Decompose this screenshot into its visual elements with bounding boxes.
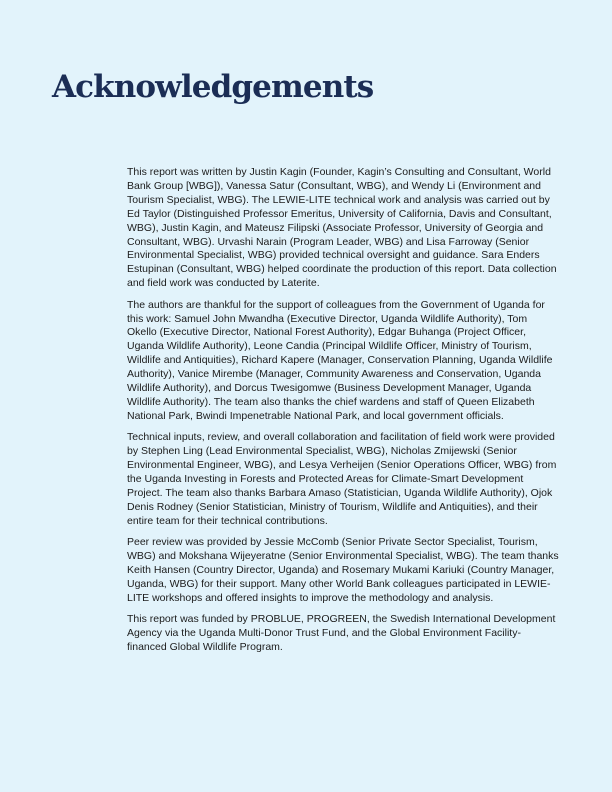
paragraph-authors: This report was written by Justin Kagin (Founder, Kagin’s Consulting and Consultant, World Bank Group [WBG]), Vanessa Satur (Consultant, WBG), and Wendy Li (Environment and Tourism Specialist, WBG). The LEWIE-LITE technical work and analysis was carried out by Ed Taylor (Distinguished Professor Emeritus, University of California, Davis and Consultant, WBG), Justin Kagin, and Mateusz Filipski (Associate Professor, University of Georgia and Consultant, WBG). Urvashi Narain (Program Leader, WBG) and Lisa Farroway (Senior Environmental Specialist, WBG) provided technical oversight and guidance. Sara Enders Estupinan (Consultant, WBG) helped coordinate the production of this report. Data collection and field work was conducted by Laterite. <box>127 166 557 290</box>
page-title: Acknowledgements <box>52 69 374 105</box>
paragraph-technical-inputs: Technical inputs, review, and overall collaboration and facilitation of field work were provided by Stephen Ling (Lead Environmental Specialist, WBG), Nicholas Zmijewski (Senior Environmental Engineer, WBG), and Lesya Verheijen (Senior Operations Officer, WBG) from the Uganda Investing in Forests and Protected Areas for Climate-Smart Development Project. The team also thanks Barbara Amaso (Statistician, Uganda Wildlife Authority), Ojok Denis Rodney (Senior Statistician, Ministry of Tourism, Wildlife and Antiquities), and their entire team for their technical contributions. <box>127 431 557 527</box>
paragraph-funding: This report was funded by PROBLUE, PROGREEN, the Swedish International Development Agency via the Uganda Multi-Donor Trust Fund, and the Global Environment Facility-financed Global Wildlife Program. <box>127 613 556 653</box>
paragraph-government-support: The authors are thankful for the support of colleagues from the Government of Uganda for this work: Samuel John Mwandha (Executive Director, Uganda Wildlife Authority), Tom Okello (Executive Director, National Forest Authority), Edgar Buhanga (Project Officer, Uganda Wildlife Authority), Leone Candia (Principal Wildlife Officer, Ministry of Tourism, Wildlife and Antiquities), Richard Kapere (Manager, Conservation Planning, Uganda Wildlife Authority), Vanice Mirembe (Manager, Community Awareness and Conservation, Uganda Wildlife Authority), and Dorcus Twesigomwe (Business Development Manager, Uganda Wildlife Authority). The team also thanks the chief wardens and staff of Queen Elizabeth National Park, Bwindi Impenetrable National Park, and local government officials. <box>127 298 553 422</box>
paragraph-peer-review: Peer review was provided by Jessie McComb (Senior Private Sector Specialist, Tourism, WBG) and Mokshana Wijeyeratne (Senior Environmental Specialist, WBG). The team thanks Keith Hansen (Country Director, Uganda) and Rosemary Mukami Kariuki (Country Manager, Uganda, WBG) for their support. Many other World Bank colleagues participated in LEWIE-LITE workshops and offered insights to improve the methodology and analysis. <box>127 536 559 604</box>
acknowledgements-body <box>127 166 559 662</box>
